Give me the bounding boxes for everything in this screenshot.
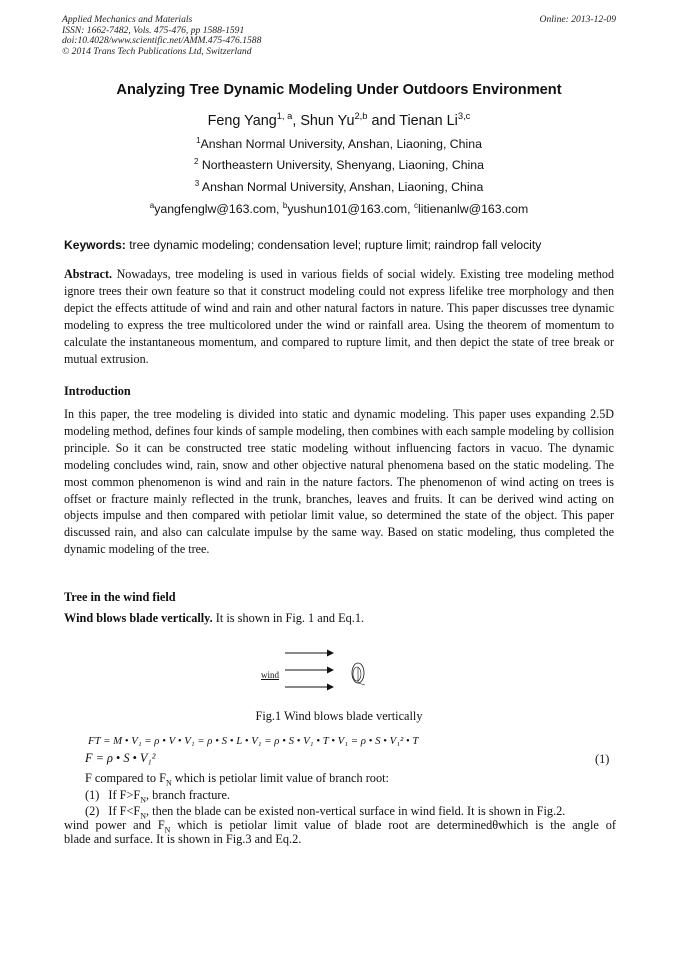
keywords-label: Keywords: (64, 238, 126, 252)
figure-1-caption: Fig.1 Wind blows blade vertically (255, 709, 423, 723)
leaf-icon (352, 663, 365, 685)
author-name: Tienan Li (399, 113, 458, 129)
affiliation-sup: 1 (196, 135, 201, 145)
affiliation (0, 137, 678, 151)
list-number: (2) (85, 804, 100, 818)
paper-title: Analyzing Tree Dynamic Modeling Under Outdoors Environment (116, 82, 562, 98)
affiliation (0, 158, 678, 172)
section-heading-introduction: Introduction (64, 384, 131, 398)
affiliation-text: Northeastern University, Shenyang, Liaoning, China (198, 158, 484, 172)
text-run: If F<F (108, 804, 141, 818)
journal-issn: ISSN: 1662-7482, Vols. 475-476, pp 1588-1591 (62, 24, 245, 36)
subscript: N (164, 825, 171, 835)
author-separator: and (367, 113, 400, 129)
affiliation-sup: 3 (194, 178, 200, 188)
affiliation-text: Anshan Normal University, Anshan, Liaoning, China (199, 180, 484, 194)
email-address[interactable]: yangfenglw@163.com, (154, 202, 283, 216)
abstract-text: Nowadays, tree modeling is used in various fields of social widely. Existing tree modeling method ignore trees their own feature so that it construct modeling could not express lifelike tree morphology and then depict the effects attitude of wind and rain and other natural factors in nature. This paper discusses tree dynamic modeling to express the tree multicolored under the wind or rainfall area. Using the theorem of momentum to calculate the instantaneous momentum, and compared to rupture limit, and then depict the state of tree break or mutual extrusion. (64, 267, 614, 366)
paragraph-line (64, 818, 616, 833)
list-item (85, 804, 565, 819)
subsection-text: It is shown in Fig. 1 and Eq.1. (212, 611, 365, 625)
email-sup: c (414, 200, 419, 210)
email-address[interactable]: yushun101@163.com, (287, 202, 415, 216)
subscript: N (140, 795, 147, 805)
author-separator: , (292, 113, 301, 129)
section-heading-wind: Tree in the wind field (64, 590, 176, 604)
introduction-text: In this paper, the tree modeling is divided into static and dynamic modeling. This paper uses expanding 2.5D modeling method, defines four kinds of sample modeling, then combines with each sample modeling by collision principle. So it can be constructed tree static modeling without influencing factors in vacuo. The dynamic modeling concludes wind, rain, snow and other objective natural phenomena based on the static modeling. The most common phenomenon is wind and rain in the nature factors. The phenomenon of wind acting on trees is offset or fracture mainly reflected in the trunk, branches, leaves and fruits. It can be derived wind acting on objects impulse and then compared with petiolar limit value, so determined the state of the object. This paper discussed rain, and also can calculate impulse by the same way. Based on static modeling, thus completed the dynamic modeling of the tree. (64, 407, 614, 557)
author-affil-sup: 3,c (457, 111, 471, 122)
list-item (85, 788, 230, 803)
equation-1-line1: FT = M • V₁ = ρ • V • V₁ = ρ • S • L • V₁ = ρ • S • V₁ • T • V₁ = ρ • S • V₁² • T (88, 735, 419, 747)
subsection-wind-blows (64, 611, 364, 626)
text-run: , branch fracture. (146, 788, 230, 802)
email-sup: a (149, 200, 155, 210)
abstract (64, 266, 614, 367)
abstract-label: Abstract. (64, 267, 113, 281)
subscript: N (165, 778, 172, 788)
text-run: F compared to F (85, 771, 166, 785)
author-line (0, 113, 678, 129)
email-line (0, 202, 678, 216)
journal-doi: doi:10.4028/www.scientific.net/AMM.475-476.1588 (62, 35, 262, 47)
email-sup: b (282, 200, 288, 210)
text-run: , then the blade can be existed non-vertical surface in wind field. It is shown in Fig.2. (146, 804, 566, 818)
subscript: N (140, 811, 147, 821)
keywords-text: tree dynamic modeling; condensation level; rupture limit; raindrop fall velocity (125, 238, 542, 252)
author-affil-sup: 1, a (276, 111, 293, 122)
wind-label: wind (261, 670, 279, 680)
list-number: (1) (85, 788, 100, 802)
online-date: Online: 2013-12-09 (539, 14, 616, 25)
eq-explanation (85, 771, 389, 786)
text-run: which is petiolar limit value of blade root are determinedθwhich is the angle of (170, 818, 616, 832)
text-run: which is petiolar limit value of branch root: (171, 771, 389, 785)
journal-copyright: © 2014 Trans Tech Publications Ltd, Switzerland (62, 45, 252, 57)
keywords (64, 238, 624, 252)
author-name: Shun Yu (300, 113, 355, 129)
affiliation (0, 180, 678, 194)
text-run: wind power and F (64, 818, 165, 832)
equation-1-number: (1) (595, 752, 610, 766)
subsection-label: Wind blows blade vertically. (64, 611, 213, 625)
email-address[interactable]: litienanlw@163.com (418, 202, 529, 216)
journal-header (62, 15, 462, 57)
affiliation-sup: 2 (194, 156, 199, 166)
equation-1-line2: F = ρ • S • V₁² (85, 751, 156, 765)
author-affil-sup: 2,b (354, 111, 368, 122)
author-name: Feng Yang (207, 113, 277, 129)
affiliation-text: Anshan Normal University, Anshan, Liaoning, China (200, 137, 482, 151)
journal-name: Applied Mechanics and Materials (62, 14, 193, 25)
figure-1 (258, 643, 378, 697)
text-run: If F>F (108, 788, 141, 802)
paragraph-line: blade and surface. It is shown in Fig.3 and Eq.2. (64, 832, 302, 846)
